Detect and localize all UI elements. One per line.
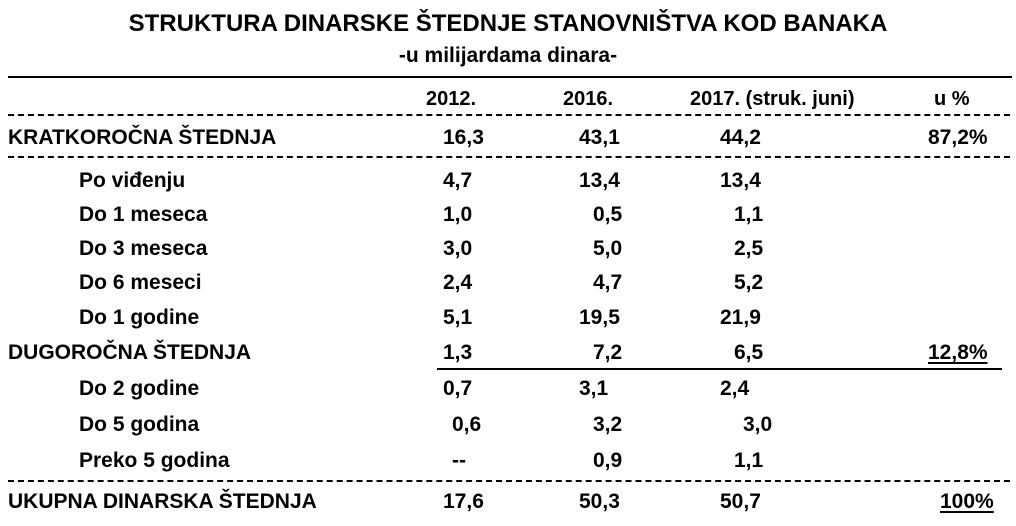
row-value-2016: 43,1 [579,126,620,149]
row-label: Do 1 meseca [79,203,208,226]
row-value-2017: 44,2 [720,126,761,149]
row-value-2016: 13,4 [579,169,620,192]
row-value-2016: 5,0 [593,237,623,260]
total-divider [8,480,1010,482]
row-value-2017: 50,7 [720,490,761,513]
row-value-2012: 2,4 [443,271,473,294]
row-label: DUGOROČNA ŠTEDNJA [8,341,252,364]
row-value-2017: 2,4 [720,377,750,400]
section-divider [8,156,1010,158]
row-label: Do 3 meseca [79,237,208,260]
column-header-percent: u % [934,88,970,110]
row-label: Do 5 godina [79,413,200,436]
row-value-2017: 21,9 [720,306,761,329]
top-rule [8,76,1012,78]
column-header-2012: 2012. [426,88,477,110]
row-value-2016: 0,5 [593,203,623,226]
row-label: Preko 5 godina [79,449,230,472]
row-value-2016: 19,5 [579,306,620,329]
table-title: STRUKTURA DINARSKE ŠTEDNJE STANOVNIŠTVA KOD BANAKA [128,10,888,37]
row-percent: 12,8% [928,341,988,364]
row-value-2017: 2,5 [734,237,764,260]
row-value-2012: 1,0 [443,203,473,226]
row-value-2012: -- [452,449,466,472]
row-value-2017: 1,1 [734,203,764,226]
row-value-2016: 3,1 [579,377,609,400]
row-value-2016: 4,7 [593,271,623,294]
header-divider [8,114,1010,116]
row-value-2017: 3,0 [743,413,773,436]
row-value-2012: 5,1 [443,306,473,329]
row-value-2017: 1,1 [734,449,764,472]
row-label: KRATKOROČNA ŠTEDNJA [8,126,277,149]
row-value-2016: 7,2 [593,341,623,364]
column-header-2017: 2017. (struk. juni) [690,88,855,110]
row-value-2017: 5,2 [734,271,764,294]
row-label: Do 1 godine [79,306,200,329]
row-value-2016: 3,2 [593,413,623,436]
row-value-2012: 3,0 [443,237,473,260]
row-value-2016: 50,3 [579,490,620,513]
row-label: Do 2 godine [79,377,200,400]
row-value-2012: 0,6 [452,413,482,436]
row-label: Po viđenju [79,169,186,192]
row-percent: 87,2% [928,126,988,149]
row-value-2017: 13,4 [720,169,761,192]
row-value-2012: 0,7 [443,377,473,400]
row-value-2012: 17,6 [443,490,484,513]
table-subtitle: -u milijardama dinara- [398,44,618,67]
row-value-2012: 16,3 [443,126,484,149]
row-value-2016: 0,9 [593,449,623,472]
row-label: UKUPNA DINARSKA ŠTEDNJA [8,490,317,513]
subtotal-underline [437,368,1002,370]
row-value-2017: 6,5 [734,341,764,364]
row-percent: 100% [940,490,994,513]
row-label: Do 6 meseci [79,271,202,294]
row-value-2012: 4,7 [443,169,473,192]
column-header-2016: 2016. [563,88,614,110]
row-value-2012: 1,3 [443,341,473,364]
